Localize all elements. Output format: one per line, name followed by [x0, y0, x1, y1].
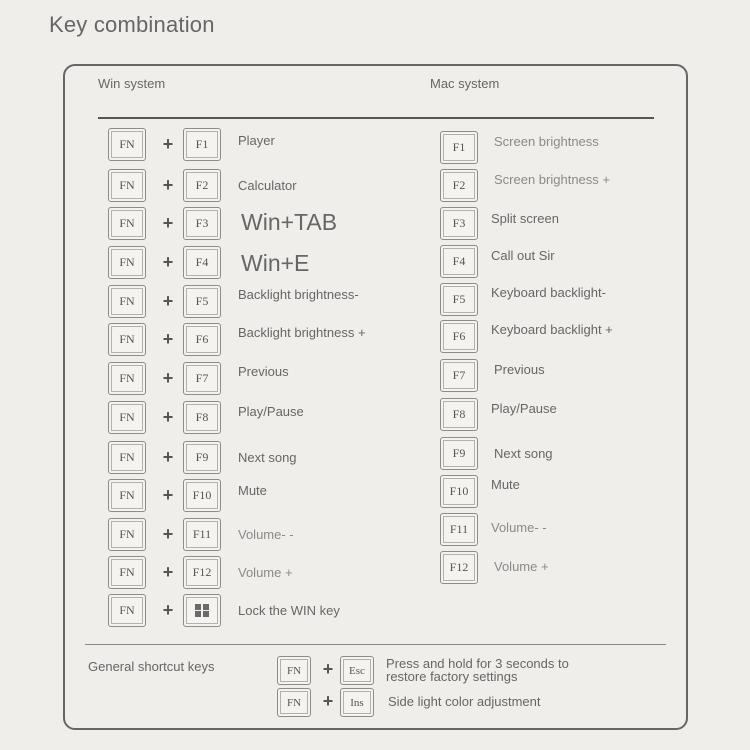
- mac-action-label: Call out Sir: [491, 248, 555, 263]
- mac-function-key-f12: F12: [440, 551, 478, 584]
- function-key-f2: F2: [183, 169, 221, 202]
- win-action-label: Player: [238, 133, 275, 148]
- fn-key: FN: [108, 441, 146, 474]
- function-key-f7: F7: [183, 362, 221, 395]
- fn-key: FN: [108, 128, 146, 161]
- function-key-f1: F1: [183, 128, 221, 161]
- general-divider: [85, 644, 666, 645]
- function-key-f10: F10: [183, 479, 221, 512]
- plus-sign: +: [162, 562, 174, 582]
- mac-action-label: Screen brightness: [494, 134, 599, 149]
- win-action-label: Win+TAB: [241, 209, 338, 235]
- mac-action-label: Next song: [494, 446, 553, 461]
- mac-action-label: Play/Pause: [491, 401, 557, 416]
- win-action-label: Volume- -: [238, 527, 294, 542]
- plus-sign: +: [162, 252, 174, 272]
- windows-logo-icon: [183, 594, 221, 627]
- mac-action-label: Split screen: [491, 211, 559, 226]
- win-system-heading: Win system: [98, 76, 166, 91]
- win-action-label: Win+E: [241, 250, 310, 276]
- mac-function-key-f5: F5: [440, 283, 478, 316]
- win-action-label: Previous: [238, 364, 289, 379]
- fn-key: FN: [108, 169, 146, 202]
- general-fn-key: FN: [277, 656, 311, 685]
- key-combination-panel: [63, 64, 688, 730]
- header-divider: [98, 117, 654, 119]
- function-key-f9: F9: [183, 441, 221, 474]
- page-title: Key combination: [49, 12, 215, 37]
- function-key-f5: F5: [183, 285, 221, 318]
- mac-function-key-f11: F11: [440, 513, 478, 546]
- win-action-label: Volume +: [238, 565, 293, 580]
- win-action-label: Next song: [238, 450, 297, 465]
- fn-key: FN: [108, 401, 146, 434]
- win-action-label: Calculator: [238, 178, 297, 193]
- mac-function-key-f2: F2: [440, 169, 478, 202]
- factory-reset-note: [386, 657, 569, 683]
- plus-sign: +: [162, 291, 174, 311]
- mac-function-key-f8: F8: [440, 398, 478, 431]
- plus-sign: +: [322, 691, 334, 711]
- plus-sign: +: [162, 524, 174, 544]
- function-key-f6: F6: [183, 323, 221, 356]
- fn-key: FN: [108, 556, 146, 589]
- ins-key: Ins: [340, 688, 374, 717]
- mac-function-key-f6: F6: [440, 320, 478, 353]
- mac-function-key-f4: F4: [440, 245, 478, 278]
- esc-key: Esc: [340, 656, 374, 685]
- plus-sign: +: [162, 600, 174, 620]
- mac-action-label: Volume- -: [491, 520, 547, 535]
- win-action-label: Play/Pause: [238, 404, 304, 419]
- win-action-label: Mute: [238, 483, 267, 498]
- function-key-f4: F4: [183, 246, 221, 279]
- fn-key: FN: [108, 285, 146, 318]
- plus-sign: +: [162, 329, 174, 349]
- general-shortcut-heading: General shortcut keys: [88, 659, 215, 674]
- fn-key: FN: [108, 518, 146, 551]
- mac-action-label: Previous: [494, 362, 545, 377]
- win-action-label: Backlight brightness +: [238, 325, 366, 340]
- plus-sign: +: [162, 447, 174, 467]
- fn-key: FN: [108, 323, 146, 356]
- plus-sign: +: [162, 485, 174, 505]
- fn-key: FN: [108, 362, 146, 395]
- plus-sign: +: [162, 407, 174, 427]
- plus-sign: +: [162, 213, 174, 233]
- factory-reset-line1: Press and hold for 3 seconds to: [386, 656, 569, 671]
- factory-reset-line2: restore factory settings: [386, 669, 518, 684]
- fn-key: FN: [108, 207, 146, 240]
- fn-key: FN: [108, 594, 146, 627]
- side-light-note: Side light color adjustment: [388, 694, 541, 709]
- plus-sign: +: [162, 368, 174, 388]
- plus-sign: +: [162, 175, 174, 195]
- mac-action-label: Mute: [491, 477, 520, 492]
- win-action-label: Lock the WIN key: [238, 603, 340, 618]
- mac-function-key-f10: F10: [440, 475, 478, 508]
- general-fn-key: FN: [277, 688, 311, 717]
- mac-system-heading: Mac system: [430, 76, 500, 91]
- mac-function-key-f3: F3: [440, 207, 478, 240]
- function-key-f12: F12: [183, 556, 221, 589]
- win-action-label: Backlight brightness-: [238, 287, 359, 302]
- plus-sign: +: [162, 134, 174, 154]
- mac-function-key-f9: F9: [440, 437, 478, 470]
- mac-action-label: Keyboard backlight +: [491, 322, 613, 337]
- function-key-f3: F3: [183, 207, 221, 240]
- plus-sign: +: [322, 659, 334, 679]
- mac-action-label: Volume +: [494, 559, 549, 574]
- mac-action-label: Keyboard backlight-: [491, 285, 606, 300]
- function-key-f11: F11: [183, 518, 221, 551]
- mac-function-key-f1: F1: [440, 131, 478, 164]
- mac-action-label: Screen brightness +: [494, 172, 610, 187]
- fn-key: FN: [108, 479, 146, 512]
- mac-function-key-f7: F7: [440, 359, 478, 392]
- function-key-f8: F8: [183, 401, 221, 434]
- fn-key: FN: [108, 246, 146, 279]
